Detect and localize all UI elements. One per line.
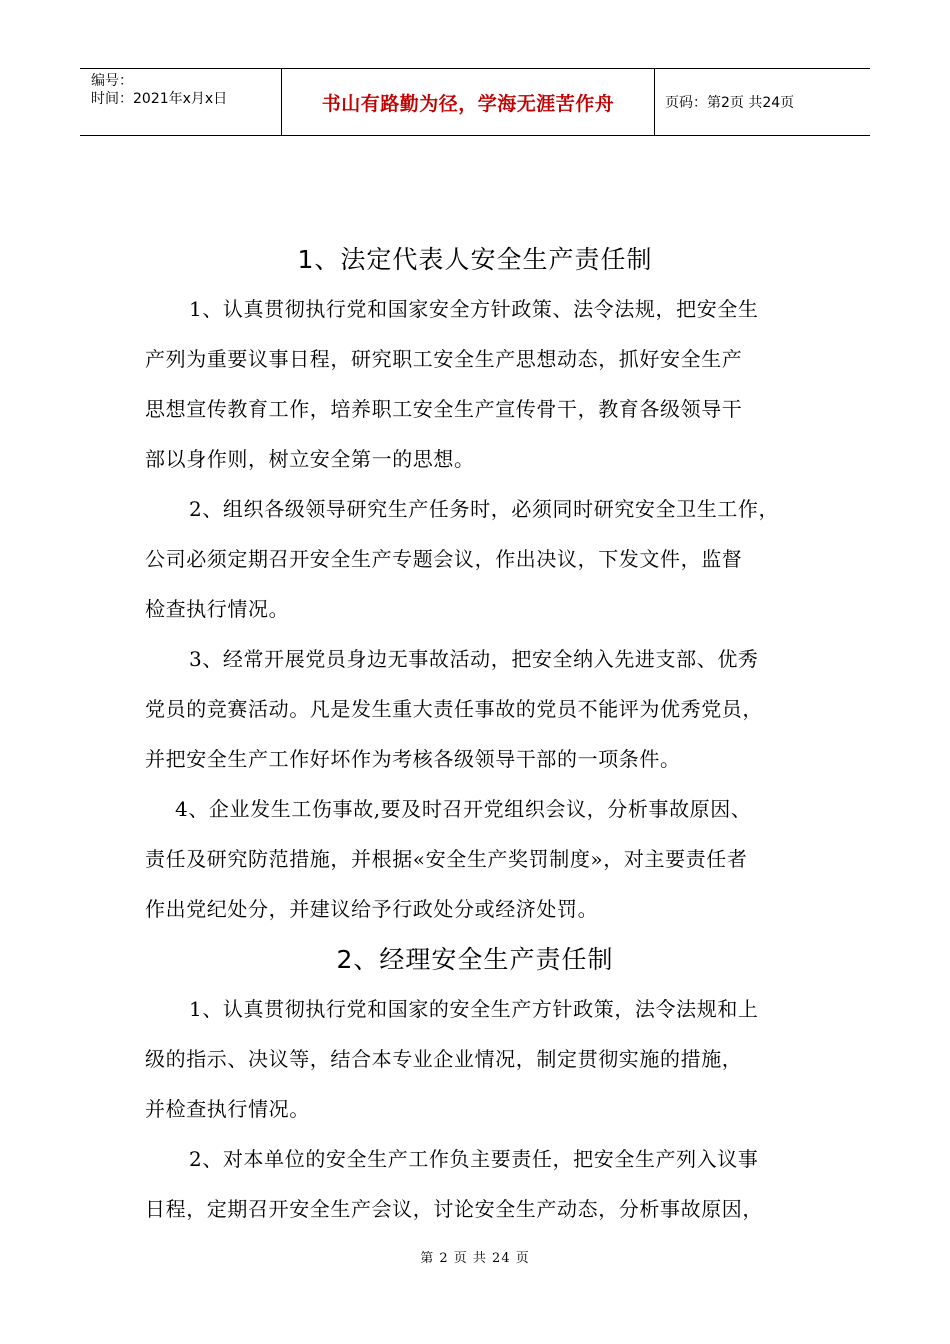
code-label: 编号：: [91, 73, 133, 89]
paragraph-2-1: [145, 984, 825, 1134]
text-line: 级的指示、决议等，结合本专业企业情况，制定贯彻实施的措施，: [145, 1047, 743, 1071]
page-footer: 第 2 页 共 24 页: [420, 1251, 530, 1266]
text-line: 1、认真贯彻执行党和国家的安全生产方针政策，法令法规和上: [189, 997, 759, 1021]
text-line: 作出党纪处分，并建议给予行政处分或经济处罚。: [145, 897, 599, 921]
header-page-info: 页码：第2页 共24页: [665, 95, 795, 111]
text-line: 公司必须定期召开安全生产专题会议，作出决议，下发文件，监督: [145, 547, 743, 571]
paragraph-1-1: [145, 284, 825, 484]
text-line: 2、组织各级领导研究生产任务时，必须同时研究安全卫生工作，: [189, 497, 780, 521]
text-line: 并检查执行情况。: [145, 1097, 310, 1121]
paragraph-1-4: [145, 784, 825, 934]
text-line: 检查执行情况。: [145, 597, 290, 621]
text-line: 思想宣传教育工作，培养职工安全生产宣传骨干，教育各级领导干: [145, 397, 743, 421]
section-title-2: 2、经理安全生产责任制: [336, 945, 614, 974]
header-motto: 书山有路勤为径，学海无涯苦作舟: [282, 69, 655, 135]
text-line: 1、认真贯彻执行党和国家安全方针政策、法令法规，把安全生: [189, 297, 759, 321]
section-title-1: 1、法定代表人安全生产责任制: [297, 245, 653, 274]
text-line: 产列为重要议事日程，研究职工安全生产思想动态，抓好安全生产: [145, 347, 743, 371]
text-line: 责任及研究防范措施，并根据«安全生产奖罚制度»，对主要责任者: [145, 847, 748, 871]
text-line: 2、对本单位的安全生产工作负主要责任，把安全生产列入议事: [189, 1147, 759, 1171]
text-line: 4、企业发生工伤事故,要及时召开党组织会议，分析事故原因、: [175, 797, 752, 821]
page-header: [80, 68, 870, 136]
text-line: 部以身作则，树立安全第一的思想。: [145, 447, 475, 471]
paragraph-1-3: [145, 634, 825, 784]
paragraph-2-2: [145, 1134, 825, 1234]
time-label: 时间：2021年x月x日: [91, 91, 228, 107]
text-line: 并把安全生产工作好坏作为考核各级领导干部的一项条件。: [145, 747, 681, 771]
header-meta: [80, 69, 282, 135]
paragraph-1-2: [145, 484, 825, 634]
text-line: 党员的竞赛活动。凡是发生重大责任事故的党员不能评为优秀党员，: [145, 697, 763, 721]
text-line: 日程，定期召开安全生产会议，讨论安全生产动态，分析事故原因，: [145, 1197, 763, 1221]
text-line: 3、经常开展党员身边无事故活动，把安全纳入先进支部、优秀: [189, 647, 759, 671]
